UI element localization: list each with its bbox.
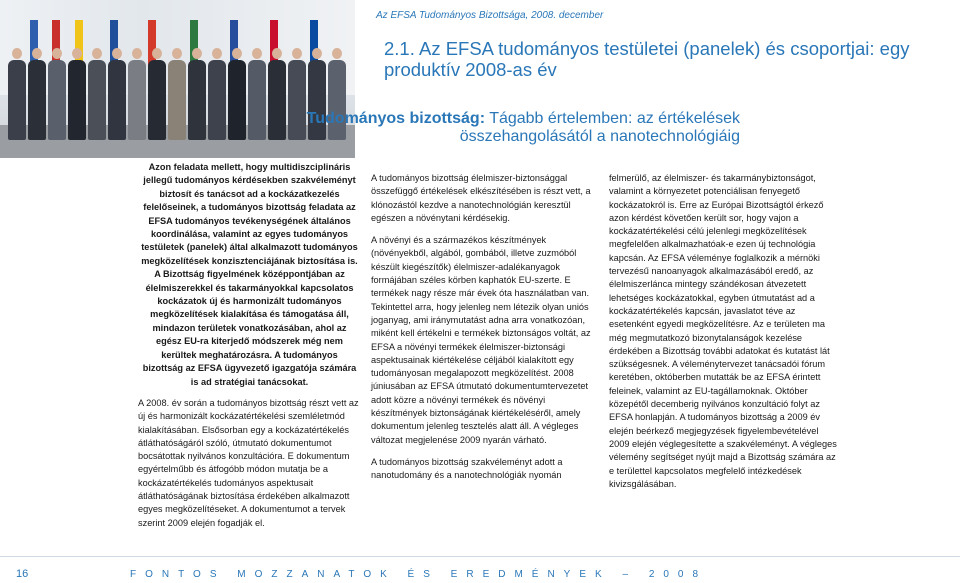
article-headline: 2.1. Az EFSA tudományos testületei (panelek) és csoportjai: egy produktív 2008-as év [384, 38, 910, 80]
column-2-paragraph-2: A növényi és a származékos készítmények (növényekből, algából, gombából, illetve zuzmóból készült kiegészítők) élelmiszer-adalékanyagok formájában széles körben kaphatók EU-szerte. E termékek nagy része már évek óta használatban van. Tekintettel arra, hogy jelenleg nem létezik olyan uniós joganyag, ami iránymutatást adna arra vonatkozóan, miként kell értékelni e termékek biztonságos voltát, az EFSA a növényi termékek élelmiszer-biztonsági aspektusainak kiértékelése céljából kialakított egy tudományosan megalapozott megközelítést. 2008 júniusában az EFSA útmutató dokumentumtervezetet adott közre a növényi termékek és növényi készítmények biztonságának kiértékeléséről, amely dokumentum jelenleg tesztelés alatt áll. A végleges változat megjelenése 2009 nyarán várható. [371, 235, 591, 445]
person [88, 48, 106, 140]
column-2 [371, 172, 599, 492]
article-subhead [180, 110, 740, 146]
column-3-paragraph: felmerülő, az élelmiszer- és takarmánybiztonságot, valamint a környezetet potenciálisan fenyegető kockázatokról is. Erre az Európai Bizottságtól érkező azon kérdést követően került sor, hogy vajon a kockázatértékelési célú jelenlegi megközelítések megfelelően alkalmazhatóak-e ezen új technológia kapcsán. Az EFSA véleménye foglalkozik a mérnöki tervezésű nanoanyagok alkalmazásából eredő, az élelmiszerlánca mintegy szándékosan átvezetett lehetséges kockázatokkal, egyben útmutatást ad a kockázatértékelés kapcsán, javaslatot téve az esetenként egyedi megközelítésre. Az e területen ma még megmutatkozó bizonytalanságok kezelése érdekében a Bizottság további adatokat és kutatást lát szükségesnek. A véleménytervezet tanácsadói fórum keretében, októberben mutatták be az EFSA érintett feleinek, valamint az EU-tagállamoknak. Október közepétől decemberig nyilvános konzultáció folyt az EFSA honlapján. A tudományos bizottság a 2009 év elején beérkező megjegyzések figyelembevételével 2009 elején véglegesítette a szakvéleményt. A végleges vélemény segítséget nyújt majd a Bizottság számára az e területtel kapcsolatos megfelelő intézkedések kivizsgálásában. [609, 173, 837, 489]
column-2-paragraph-3: A tudományos bizottság szakvéleményt adott a nanotudomány és a nanotechnológiák nyomán [371, 456, 563, 481]
person [68, 48, 86, 140]
subhead-bold: Tudományos bizottság: [306, 110, 486, 127]
intro-paragraph: Azon feladata mellett, hogy multidiszciplináris jellegű tudományos kérdésekben szakvéleményt biztosít és tanácsot ad a kockázatkezelés felelőseinek, a tudományos bizottság feladata az EFSA tudományos tevékenységének általános koordinálása, valamint az egyes tudományos testületek (panelek) által alkalmazott tudományos megközelítések konzisztenciájának biztosítása is. A Bizottság figyelmének középpontjában az élelmiszerekkel és takarmányokkal kapcsolatos kockázatok új és harmonizált tudományos megközelítések kialakítása és támogatása áll, mindazon területek vonatkozásában, ahol az egész EU-ra kiterjedő módszerek még nem kerültek meghatározásra. A tudományos bizottság az EFSA ügyvezető igazgatója számára is ad stratégiai tanácsokat. [141, 162, 358, 387]
subhead-rest: Tágabb értelemben: az értékelések összehangolásától a nanotechnológiáig [459, 110, 740, 145]
person [108, 48, 126, 140]
person [8, 48, 26, 140]
person [48, 48, 66, 140]
person [28, 48, 46, 140]
column-1-body: A 2008. év során a tudományos bizottság részt vett az új és harmonizált kockázatértékelési szemléletmód kialakításában. Elsősorban egy a kockázatértékelés átláthatóságáról szóló, útmutató dokumentumot bocsátottak nyilvános konzultációra. E dokumentum egyértelműbb és átfogóbb módon mutatja be a kockázatértékelés tudományos aspektusait átláthatóságának biztosítása érdekében alkalmazott egyes megközelítéseket. A dokumentumot a tervek szerint 2009 elején fogadják el. [138, 398, 359, 528]
person [128, 48, 146, 140]
person [148, 48, 166, 140]
column-3 [609, 172, 837, 500]
page-number: 16 [16, 568, 29, 580]
running-head: Az EFSA Tudományos Bizottsága, 2008. december [376, 10, 604, 21]
column-2-paragraph-1: A tudományos bizottság élelmiszer-biztonsággal összefüggő értékelések elkészítésében is részt vett, a klónozástól kezdve a nanotechnológián keresztül egészen a növénytani kérdésekig. [371, 173, 591, 223]
footer-divider [0, 556, 960, 557]
footer-title: FONTOS MOZZANATOK ÉS EREDMÉNYEK – 2008 [130, 569, 708, 580]
